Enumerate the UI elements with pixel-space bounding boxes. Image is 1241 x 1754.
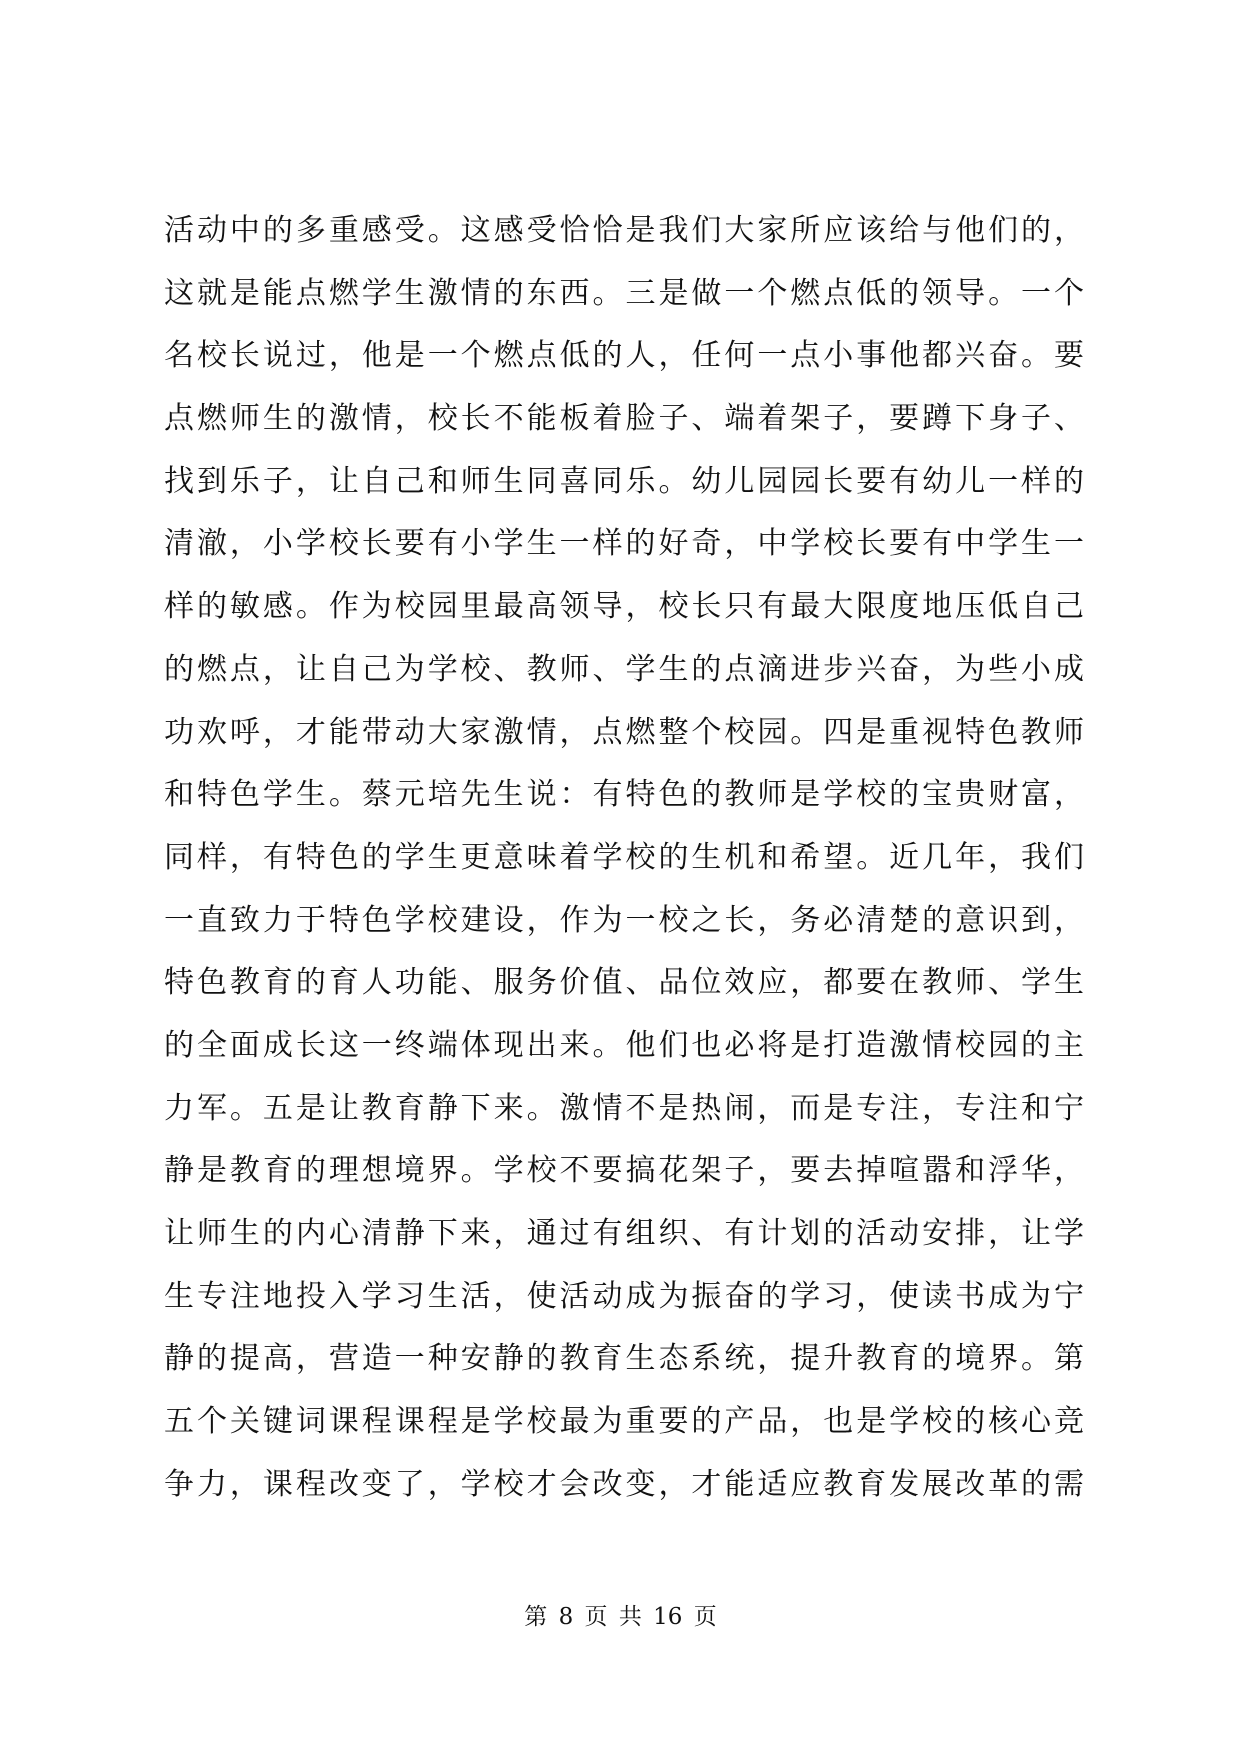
page-number-footer: 第 8 页 共 16 页: [524, 1604, 717, 1630]
text-line: 五个关键词课程课程是学校最为重要的产品，也是学校的核心竞: [164, 1404, 1084, 1440]
text-line: 生专注地投入学习生活，使活动成为振奋的学习，使读书成为宁: [164, 1278, 1084, 1314]
text-line: 特色教育的育人功能、服务价值、品位效应，都要在教师、学生: [164, 965, 1084, 1001]
text-line: 静的提高，营造一种安静的教育生态系统，提升教育的境界。第: [164, 1341, 1084, 1377]
text-line: 活动中的多重感受。这感受恰恰是我们大家所应该给与他们的，: [164, 213, 1084, 248]
text-line: 这就是能点燃学生激情的东西。三是做一个燃点低的领导。一个: [164, 275, 1084, 311]
text-line: 同样，有特色的学生更意味着学校的生机和希望。近几年，我们: [164, 839, 1084, 875]
text-line: 的燃点，让自己为学校、教师、学生的点滴进步兴奋，为些小成: [164, 651, 1084, 687]
text-line: 争力，课程改变了，学校才会改变，才能适应教育发展改革的需: [164, 1466, 1084, 1502]
text-line: 静是教育的理想境界。学校不要搞花架子，要去掉喧嚣和浮华，: [164, 1153, 1084, 1189]
text-line: 找到乐子，让自己和师生同喜同乐。幼儿园园长要有幼儿一样的: [164, 463, 1084, 499]
text-line: 清澈，小学校长要有小学生一样的好奇，中学校长要有中学生一: [164, 526, 1084, 562]
text-line: 一直致力于特色学校建设，作为一校之长，务必清楚的意识到，: [164, 902, 1084, 938]
text-line: 力军。五是让教育静下来。激情不是热闹，而是专注，专注和宁: [164, 1090, 1084, 1126]
text-line: 样的敏感。作为校园里最高领导，校长只有最大限度地压低自己: [164, 589, 1084, 625]
body-text: [164, 200, 1084, 1516]
text-line: 和特色学生。蔡元培先生说：有特色的教师是学校的宝贵财富，: [164, 777, 1084, 813]
text-line: 让师生的内心清静下来，通过有组织、有计划的活动安排，让学: [164, 1216, 1084, 1251]
text-line: 功欢呼，才能带动大家激情，点燃整个校园。四是重视特色教师: [164, 714, 1084, 750]
text-line: 点燃师生的激情，校长不能板着脸子、端着架子，要蹲下身子、: [164, 401, 1084, 437]
text-line: 的全面成长这一终端体现出来。他们也必将是打造激情校园的主: [164, 1027, 1084, 1063]
text-line: 名校长说过，他是一个燃点低的人，任何一点小事他都兴奋。要: [164, 338, 1084, 374]
